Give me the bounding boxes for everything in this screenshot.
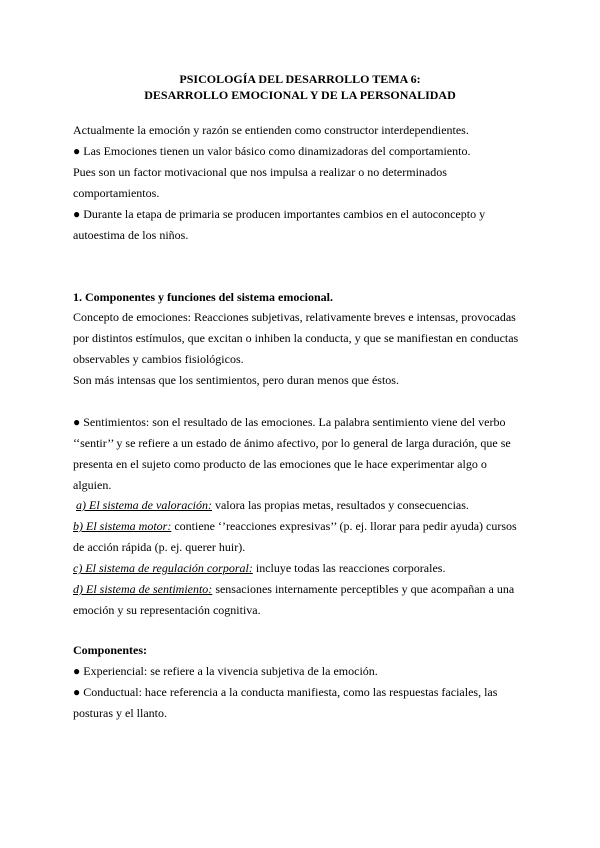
feelings-line: presenta en el sujeto como producto de las emociones que le hace experimentar algo o — [73, 457, 487, 471]
intro-paragraph-line: autoestima de los niños. — [73, 228, 189, 242]
intro-paragraph-line: comportamientos. — [73, 186, 160, 200]
system-c-label: c) El sistema de regulación corporal: — [73, 561, 253, 575]
system-a-item — [73, 498, 533, 513]
component-behavioral: ● Conductual: hace referencia a la conducta manifiesta, como las respuestas faciales, las — [73, 685, 498, 699]
component-experiential: ● Experiencial: se refiere a la vivencia subjetiva de la emoción. — [73, 664, 378, 678]
system-c-text: incluye todas las reacciones corporales. — [252, 561, 446, 575]
system-b-text: contiene ‘’reacciones expresivas’’ (p. ej. llorar para pedir ayuda) cursos — [171, 519, 517, 533]
system-c-item — [73, 561, 533, 576]
feelings-line: ‘‘sentir’’ y se refiere a un estado de ánimo afectivo, por lo general de larga duración, que se — [73, 436, 511, 450]
system-d-text: sensaciones internamente perceptibles y que acompañan a una — [212, 582, 515, 596]
system-b-label: b) El sistema motor: — [73, 519, 172, 533]
concept-line: observables y cambios fisiológicos. — [73, 352, 244, 366]
component-behavioral-cont: posturas y el llanto. — [73, 706, 167, 720]
intro-bullet-emotions: ● Las Emociones tienen un valor básico como dinamizadoras del comportamiento. — [73, 144, 471, 158]
concept-line: Son más intensas que los sentimientos, pero duran menos que éstos. — [73, 373, 399, 387]
system-b-item — [73, 519, 533, 534]
feelings-line: ● Sentimientos: son el resultado de las emociones. La palabra sentimiento viene del verbo — [73, 415, 506, 429]
intro-paragraph-line: Pues son un factor motivacional que nos impulsa a realizar o no determinados — [73, 165, 447, 179]
system-a-text: valora las propias metas, resultados y consecuencias. — [211, 498, 469, 512]
feelings-line: alguien. — [73, 478, 112, 492]
document-title-line-1: PSICOLOGÍA DEL DESARROLLO TEMA 6: — [179, 72, 421, 86]
system-d-label: d) El sistema de sentimiento: — [73, 582, 213, 596]
components-heading: Componentes: — [73, 643, 147, 657]
concept-line: Concepto de emociones: Reacciones subjetivas, relativamente breves e intensas, provocadas — [73, 310, 516, 324]
intro-bullet-primary: ● Durante la etapa de primaria se producen importantes cambios en el autoconcepto y — [73, 207, 486, 221]
section-1-heading: 1. Componentes y funciones del sistema emocional. — [73, 290, 333, 304]
intro-paragraph-line: Actualmente la emoción y razón se entienden como constructor interdependientes. — [73, 123, 469, 137]
document-title-line-2: DESARROLLO EMOCIONAL Y DE LA PERSONALIDAD — [144, 88, 456, 102]
system-b-text-cont: de acción rápida (p. ej. querer huir). — [73, 540, 246, 554]
system-a-label: a) El sistema de valoración: — [76, 498, 212, 512]
concept-line: por distintos estímulos, que excitan o inhiben la conducta, y que se manifiestan en conductas — [73, 331, 519, 345]
system-d-text-cont: emoción y su representación cognitiva. — [73, 603, 261, 617]
system-d-item — [73, 582, 533, 597]
